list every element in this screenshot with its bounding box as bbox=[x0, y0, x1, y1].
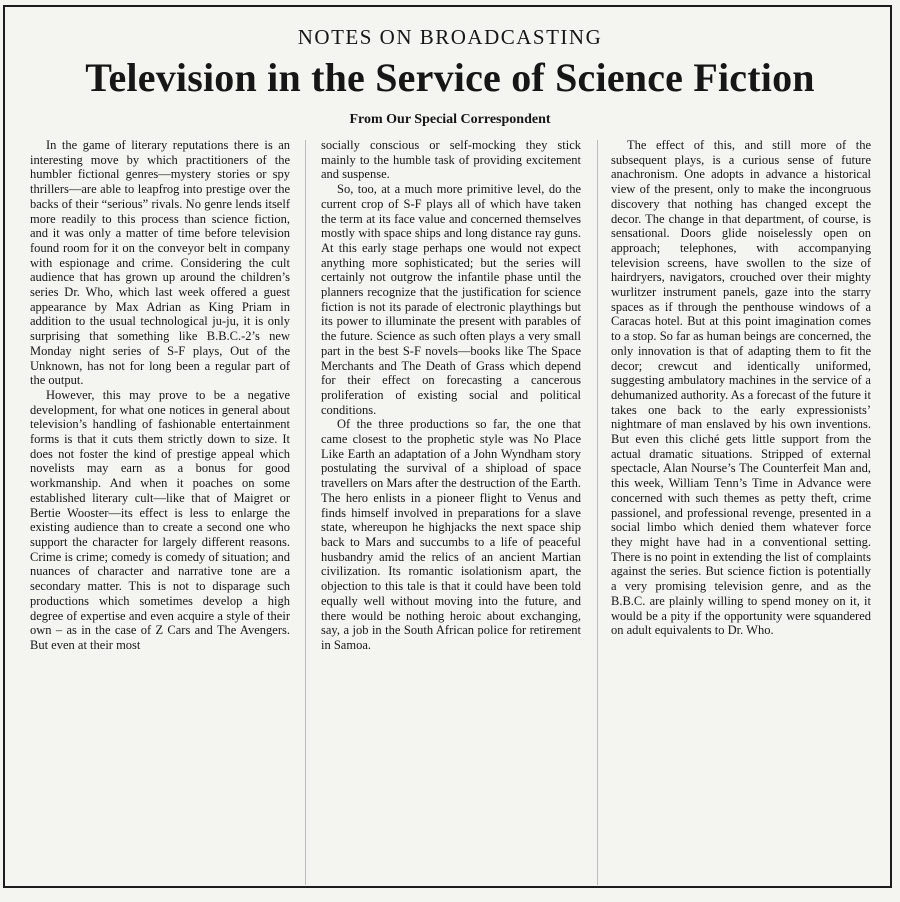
bottom-border-rule bbox=[3, 886, 892, 888]
article-byline: From Our Special Correspondent bbox=[349, 112, 551, 127]
paragraph: The effect of this, and still more of the subsequent plays, is a curious sense of future anachronism. One adopts in advance a historical view of the present, only to make the incongruous discovery that nothing has changed except the decor. The change in that department, of course, is sensational. Doors glide noiselessly open on approach; telephones, with accompanying television screens, have swollen to the size of hairdryers, navigators, crouched over their mighty wurlitzer instrument panels, gaze into the starry spaces as if through the penthouse windows of a Caracas hotel. But at this point imagination comes to a stop. So far as human beings are concerned, the only innovation is that of adapting them to fit the decor; crewcut and identically uniformed, suggesting ambulatory machines in the service of a dehumanized authority. As a forecast of the future it takes one back to the early expressionists’ nightmare of man enslaved by his own inventions. But even this cliché gets little support from the actual dramatic situations. Stripped of external spectacle, Alan Nourse’s The Counterfeit Man and, this week, William Tenn’s Time in Advance were concerned with such themes as petty theft, crime passionel, and professional revenge, presented in a social limbo which denied them whatever force they might have had in a conventional setting. There is no point in extending the list of complaints against the series. But science fiction is potentially a very promising television genre, and as the B.B.C. are plainly willing to spend money on it, it would be a pity if the opportunity were squandered on adult equivalents to Dr. Who. bbox=[611, 138, 871, 638]
paragraph: socially conscious or self-mocking they stick mainly to the humble task of providing excitement and suspense. bbox=[321, 138, 581, 182]
top-border-rule bbox=[3, 5, 892, 7]
text-column-2 bbox=[321, 138, 581, 653]
text-column-3 bbox=[611, 138, 871, 638]
column-divider bbox=[597, 140, 598, 885]
right-border-rule bbox=[890, 5, 892, 888]
paragraph: In the game of literary reputations there is an interesting move by which practitioners of the humbler fictional genres—mystery stories or spy thrillers—are able to leapfrog into prestige over the backs of their “serious” rivals. No genre lends itself more readily to this process than science fiction, and it was only a matter of time before television found room for it on the conveyor belt in company with espionage and crime. Considering the cult audience that has grown up around the children’s series Dr. Who, which last week offered a guest appearance by Max Adrian as King Priam in addition to the usual technological ju-ju, it is only surprising that something like B.B.C.-2’s new Monday night series of S-F plays, Out of the Unknown, has not for long been a regular part of the output. bbox=[30, 138, 290, 388]
left-border-rule bbox=[3, 5, 5, 888]
section-kicker: NOTES ON BROADCASTING bbox=[297, 25, 603, 49]
column-divider bbox=[305, 140, 306, 885]
article-headline: Television in the Service of Science Fiction bbox=[85, 55, 815, 100]
text-column-1 bbox=[30, 138, 290, 653]
paragraph: So, too, at a much more primitive level, do the current crop of S-F plays all of which have taken the term at its face value and concerned themselves mostly with space ships and long distance ray guns. At this early stage perhaps one would not expect anything more sophisticated; but the series will certainly not outgrow the infantile phase until the planners recognize that the justification for science fiction is not its parade of electronic playthings but its power to illuminate the present with parables of the future. Science as such often plays a very small part in the best S-F novels—books like The Space Merchants and The Death of Grass which depend for their effect on forecasting a cancerous proliferation of existing social and political conditions. bbox=[321, 182, 581, 417]
paragraph: However, this may prove to be a negative development, for what one notices in general about television’s handling of fashionable entertainment forms is that it cuts them strictly down to size. It does not foster the kind of prestige appeal which novelists may earn as a bonus for good workmanship. And when it poaches on some established literary cult—like that of Maigret or Bertie Wooster—its effect is less to enlarge the existing audience than to create a second one who support the character for largely different reasons. Crime is crime; comedy is comedy of situation; and nuances of character and narrative tone are a secondary matter. This is not to disparage such productions which sometimes develop a high degree of expertise and even acquire a style of their own – as in the case of Z Cars and The Avengers. But even at their most bbox=[30, 387, 290, 652]
paragraph: Of the three productions so far, the one that came closest to the prophetic style was No Place Like Earth an adaptation of a John Wyndham story postulating the survival of a shipload of space travellers on Mars after the destruction of the Earth. The hero enlists in a pioneer flight to Venus and finds himself involved in preparations for a slave state, whereupon he highjacks the next space ship back to Mars and succumbs to a life of peaceful husbandry amid the relics of an ancient Martian civilization. Its romantic isolationism apart, the objection to this tale is that it could have been told equally well without moving into the future, and there would be nothing heroic about exchanging, say, a job in the South African police for retirement in Samoa. bbox=[321, 417, 581, 652]
